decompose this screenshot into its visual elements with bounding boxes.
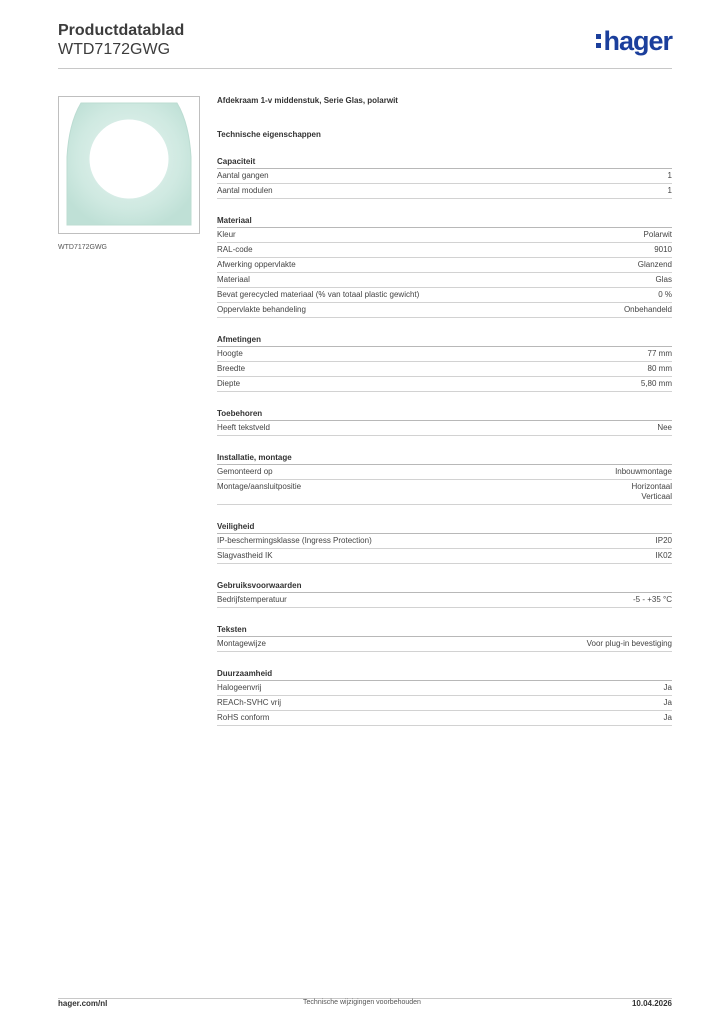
spec-value: Glas	[655, 275, 672, 284]
section-title: Capaciteit	[217, 156, 672, 169]
footer-disclaimer: Technische wijzigingen voorbehouden	[303, 999, 421, 1006]
spec-value: Polarwit	[643, 230, 672, 239]
spec-section	[217, 580, 672, 608]
spec-value: 5,80 mm	[640, 379, 672, 388]
spec-row	[217, 258, 672, 273]
spec-row	[217, 169, 672, 184]
spec-value: Onbehandeld	[623, 305, 672, 314]
spec-row	[217, 273, 672, 288]
spec-value: 9010	[654, 245, 672, 254]
spec-row	[217, 549, 672, 564]
spec-section	[217, 334, 672, 392]
spec-content	[217, 96, 672, 726]
spec-value: IK02	[655, 551, 672, 560]
spec-label: Aantal modulen	[217, 186, 273, 195]
section-title: Installatie, montage	[217, 452, 672, 465]
spec-value: Glanzend	[637, 260, 672, 269]
spec-row	[217, 681, 672, 696]
spec-label: Aantal gangen	[217, 171, 269, 180]
spec-label: Montage/aansluitpositie	[217, 482, 302, 491]
spec-section	[217, 452, 672, 505]
spec-label: Heeft tekstveld	[217, 423, 270, 432]
spec-label: RAL-code	[217, 245, 253, 254]
logo-text: hager	[603, 26, 672, 56]
spec-value: 1	[667, 171, 672, 180]
section-title: Duurzaamheid	[217, 668, 672, 681]
spec-row	[217, 696, 672, 711]
spec-value: Inbouwmontage	[615, 467, 672, 476]
cover-frame-icon	[59, 97, 199, 233]
section-title: Teksten	[217, 624, 672, 637]
spec-row	[217, 377, 672, 392]
section-title: Veiligheid	[217, 521, 672, 534]
spec-row	[217, 243, 672, 258]
footer-date: 10.04.2026	[631, 999, 672, 1008]
spec-row	[217, 347, 672, 362]
footer-website: hager.com/nl	[58, 999, 108, 1008]
spec-label: Bevat gerecycled materiaal (% van totaal plastic gewicht)	[217, 290, 420, 299]
spec-value: 0 %	[658, 290, 672, 299]
document-title: Productdatablad	[58, 22, 185, 39]
spec-label: REACh-SVHC vrij	[217, 698, 282, 707]
spec-label: IP-beschermingsklasse (Ingress Protection)	[217, 536, 372, 545]
spec-label: Halogeenvrij	[217, 683, 262, 692]
spec-row	[217, 465, 672, 480]
spec-row	[217, 228, 672, 243]
product-name: Afdekraam 1-v middenstuk, Serie Glas, polarwit	[217, 96, 398, 105]
spec-section	[217, 156, 672, 199]
spec-label: Montagewijze	[217, 639, 266, 648]
spec-value: Ja	[663, 683, 672, 692]
spec-row	[217, 288, 672, 303]
spec-row	[217, 534, 672, 549]
tech-properties-heading: Technische eigenschappen	[217, 130, 321, 139]
spec-label: Oppervlakte behandeling	[217, 305, 306, 314]
spec-row	[217, 421, 672, 436]
spec-value: Nee	[657, 423, 672, 432]
spec-section	[217, 521, 672, 564]
spec-value: -5 - +35 °C	[633, 595, 672, 604]
product-code: WTD7172GWG	[58, 41, 171, 58]
spec-label: Kleur	[217, 230, 236, 239]
section-title: Gebruiksvoorwaarden	[217, 580, 672, 593]
spec-value: IP20	[655, 536, 672, 545]
document-header	[58, 22, 184, 59]
spec-value: 80 mm	[647, 364, 672, 373]
spec-label: Breedte	[217, 364, 246, 373]
spec-label: Materiaal	[217, 275, 250, 284]
spec-sections	[217, 156, 672, 726]
product-image	[58, 96, 200, 234]
spec-row	[217, 711, 672, 726]
spec-section	[217, 624, 672, 652]
spec-value: 1	[667, 186, 672, 195]
spec-row	[217, 480, 672, 505]
spec-section	[217, 668, 672, 726]
section-title: Toebehoren	[217, 408, 672, 421]
header-divider	[58, 68, 672, 69]
section-title: Materiaal	[217, 215, 672, 228]
spec-value: Voor plug-in bevestiging	[586, 639, 672, 648]
spec-value: Ja	[663, 698, 672, 707]
section-title: Afmetingen	[217, 334, 672, 347]
spec-label: Slagvastheid IK	[217, 551, 273, 560]
spec-label: Hoogte	[217, 349, 243, 358]
image-caption: WTD7172GWG	[58, 244, 108, 251]
spec-label: RoHS conform	[217, 713, 270, 722]
spec-row	[217, 303, 672, 318]
spec-section	[217, 408, 672, 436]
spec-row	[217, 362, 672, 377]
spec-row	[217, 637, 672, 652]
spec-row	[217, 184, 672, 199]
spec-value: Horizontaal Verticaal	[631, 482, 672, 501]
spec-row	[217, 593, 672, 608]
spec-label: Diepte	[217, 379, 241, 388]
spec-section	[217, 215, 672, 318]
spec-label: Gemonteerd op	[217, 467, 273, 476]
spec-label: Bedrijfstemperatuur	[217, 595, 287, 604]
hager-logo	[596, 26, 672, 56]
logo-dots-icon	[596, 34, 601, 48]
spec-value: Ja	[663, 713, 672, 722]
spec-value: 77 mm	[647, 349, 672, 358]
spec-label: Afwerking oppervlakte	[217, 260, 296, 269]
